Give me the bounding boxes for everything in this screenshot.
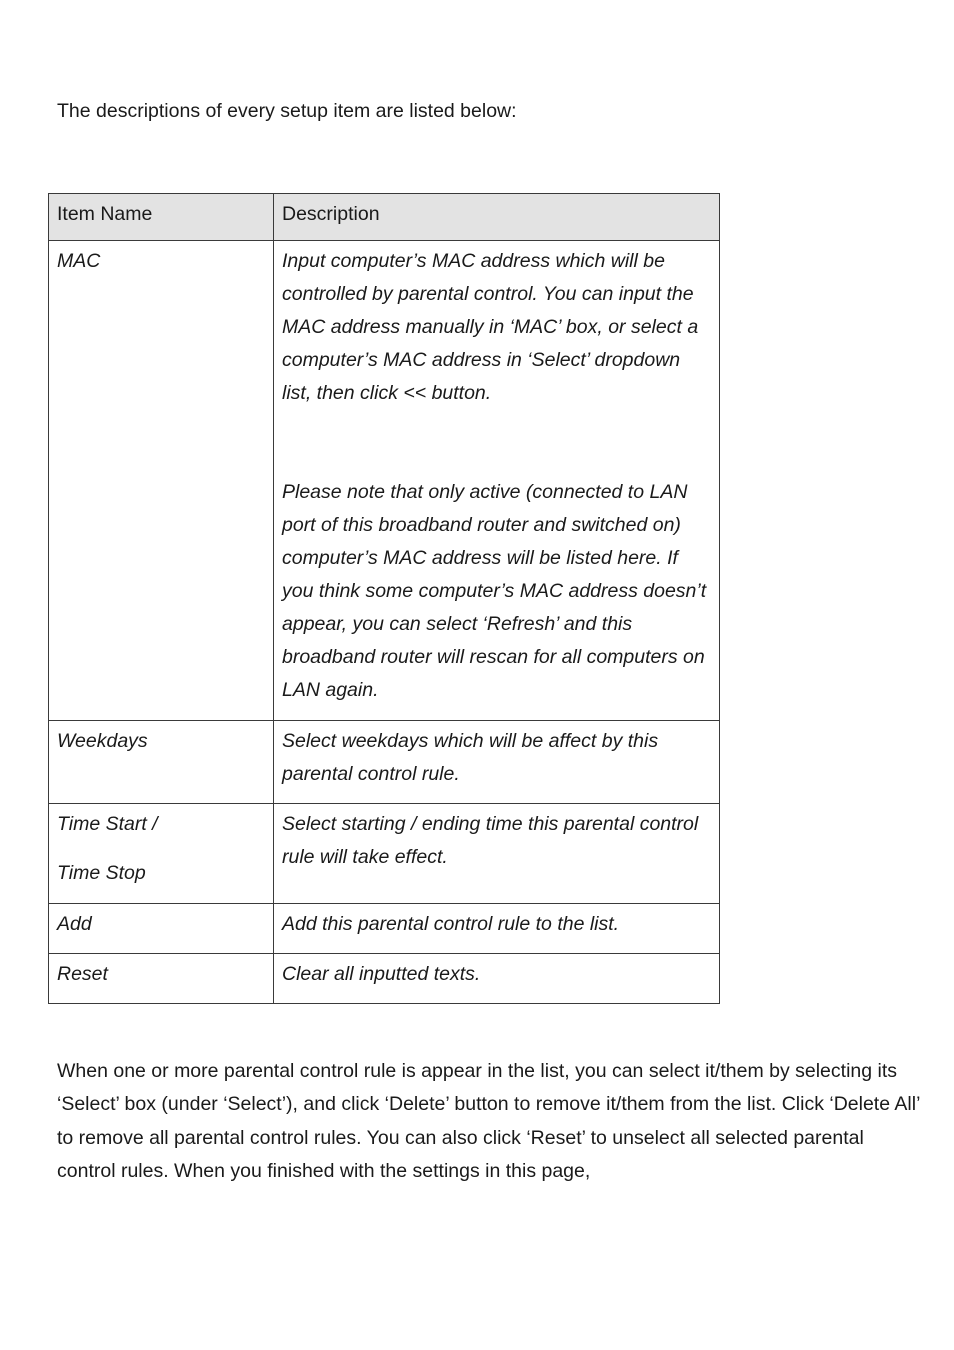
item-name-line: Time Start / <box>57 813 158 835</box>
spacer <box>282 410 711 476</box>
item-name-cell: Reset <box>49 954 274 1004</box>
header-item-name: Item Name <box>49 194 274 241</box>
outro-paragraph: When one or more parental control rule is appear in the list, you can select it/them by selecting its ‘Select’ box (under ‘Select’), and click ‘Delete’ button to remove it/them from the list. Click ‘Delete All’ to remove all parental control rules. You can also click ‘Reset’ to unselect all selected parental control rules. When you finished with the settings in this page, <box>57 1060 920 1182</box>
description-text: Input computer’s MAC address which will be controlled by parental control. You can input the MAC address manually in ‘MAC’ box, or select a computer’s MAC address in ‘Select’ dropdown list, then click << button. <box>282 250 699 404</box>
intro-text: The descriptions of every setup item are listed below: <box>57 100 517 122</box>
item-name-cell <box>49 804 274 904</box>
table-header-row <box>49 194 720 241</box>
table-row <box>49 904 720 954</box>
item-name-cell: Weekdays <box>49 721 274 804</box>
item-name-line: Time Stop <box>57 862 146 884</box>
description-cell: Select starting / ending time this parental control rule will take effect. <box>274 804 720 904</box>
table-row <box>49 804 720 904</box>
table-row <box>49 241 720 721</box>
item-name-cell: MAC <box>49 241 274 721</box>
description-cell: Clear all inputted texts. <box>274 954 720 1004</box>
setup-items-table <box>48 193 720 1004</box>
item-name-cell: Add <box>49 904 274 954</box>
description-cell <box>274 241 720 721</box>
table-row <box>49 954 720 1004</box>
header-description: Description <box>274 194 720 241</box>
description-cell: Add this parental control rule to the list. <box>274 904 720 954</box>
table-row <box>49 721 720 804</box>
description-note: Please note that only active (connected to LAN port of this broadband router and switched on) computer’s MAC address will be listed here. If you think some computer’s MAC address doesn’t appear, you can select ‘Refresh’ and this broadband router will rescan for all computers on LAN again. <box>282 481 707 701</box>
description-cell: Select weekdays which will be affect by this parental control rule. <box>274 721 720 804</box>
